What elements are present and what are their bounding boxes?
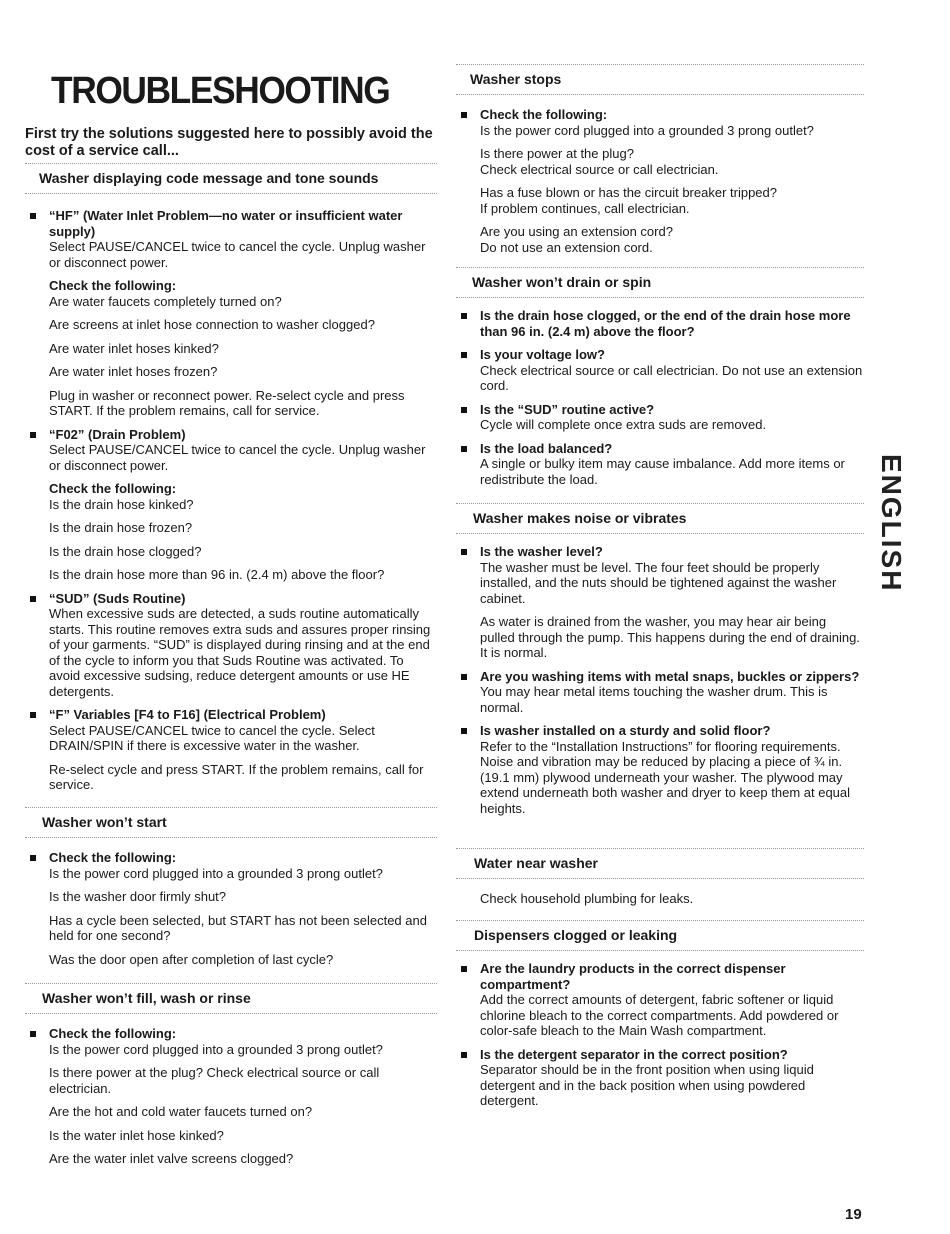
bullet-icon bbox=[461, 407, 467, 413]
list-item bbox=[456, 723, 864, 816]
check-heading: Check the following: bbox=[49, 278, 177, 293]
item-body: Check electrical source or call electrician. Do not use an extension cord. bbox=[480, 362, 863, 393]
item-title: “HF” (Water Inlet Problem—no water or insufficient water supply) bbox=[49, 208, 403, 239]
check-question: Are water faucets completely turned on? bbox=[49, 293, 282, 309]
page-number: 19 bbox=[845, 1206, 862, 1223]
item-body: Select PAUSE/CANCEL twice to cancel the cycle. Unplug washer or disconnect power. bbox=[49, 239, 426, 270]
divider bbox=[456, 533, 864, 534]
check-question: Is the washer door firmly shut? bbox=[49, 889, 227, 904]
check-question: Are the water inlet valve screens clogged? bbox=[49, 1151, 294, 1166]
check-heading: Check the following: bbox=[49, 850, 177, 865]
divider bbox=[25, 837, 437, 838]
item-title: “F02” (Drain Problem) bbox=[49, 426, 186, 442]
bullet-icon bbox=[30, 596, 36, 602]
check-question: Is the power cord plugged into a grounded 3 prong outlet? bbox=[480, 122, 814, 138]
divider bbox=[456, 64, 864, 65]
divider bbox=[456, 297, 864, 298]
divider bbox=[25, 983, 437, 984]
item-note: Re-select cycle and press START. If the problem remains, call for service. bbox=[49, 761, 424, 792]
check-question: Is the drain hose more than 96 in. (2.4 m) above the floor? bbox=[49, 567, 385, 582]
list-item bbox=[456, 107, 864, 255]
check-question: Is the power cord plugged into a grounded 3 prong outlet? bbox=[49, 865, 383, 881]
bullet-icon bbox=[30, 213, 36, 219]
section-title: Dispensers clogged or leaking bbox=[474, 927, 678, 943]
bullet-icon bbox=[461, 966, 467, 972]
item-title: “F” Variables [F4 to F16] (Electrical Problem) bbox=[49, 707, 326, 722]
divider bbox=[25, 1013, 437, 1014]
check-question: Are the hot and cold water faucets turned on? bbox=[49, 1104, 313, 1119]
item-body: Refer to the “Installation Instructions” for flooring requirements. Noise and vibration may be reduced by placing a piece of ¾ in. (19.1 mm) plywood underneath your washer. The plywood may extend underneath both washer and dryer to keep them at equal heights. bbox=[480, 738, 851, 816]
divider bbox=[25, 193, 437, 194]
divider bbox=[456, 848, 864, 849]
section-title: Washer stops bbox=[470, 71, 562, 87]
item-title: Is your voltage low? bbox=[480, 347, 605, 362]
bullet-icon bbox=[461, 549, 467, 555]
list-item bbox=[25, 1026, 437, 1167]
item-title: Is the drain hose clogged, or the end of the drain hose more than 96 in. (2.4 m) above the floor? bbox=[480, 308, 851, 339]
item-body: Add the correct amounts of detergent, fabric softener or liquid chlorine bleach to the correct compartments. Add powdered or color-safe bleach to the Main Wash compartment. bbox=[480, 992, 839, 1038]
check-question: Is there power at the plug? bbox=[480, 146, 634, 161]
item-body: Select PAUSE/CANCEL twice to cancel the cycle. Select DRAIN/SPIN if there is excessive water in the washer. bbox=[49, 722, 375, 753]
section-title: Washer displaying code message and tone sounds bbox=[39, 170, 379, 186]
section-wont-start bbox=[25, 807, 437, 975]
section-wont-drain bbox=[456, 267, 864, 487]
bullet-icon bbox=[461, 446, 467, 452]
item-body: You may hear metal items touching the washer drum. This is normal. bbox=[480, 684, 828, 715]
section-title: Washer won’t drain or spin bbox=[472, 274, 652, 290]
list-item bbox=[456, 402, 864, 433]
list-item-f-variables bbox=[25, 707, 437, 793]
check-question: Plug in washer or reconnect power. Re-select cycle and press START. If the problem remains, call for service. bbox=[49, 387, 405, 418]
bullet-icon bbox=[461, 1052, 467, 1058]
check-question: Are you using an extension cord? bbox=[480, 224, 673, 239]
check-question: Are water inlet hoses frozen? bbox=[49, 364, 218, 379]
bullet-icon bbox=[30, 1031, 36, 1037]
check-answer: Check electrical source or call electrician. bbox=[480, 161, 719, 177]
item-title: Is the washer level? bbox=[480, 544, 603, 559]
check-question: Is the drain hose clogged? bbox=[49, 543, 202, 559]
check-question: Is there power at the plug? Check electrical source or call electrician. bbox=[49, 1065, 380, 1096]
bullet-icon bbox=[30, 712, 36, 718]
item-title: Is the detergent separator in the correct position? bbox=[480, 1046, 788, 1062]
check-question: Is the drain hose frozen? bbox=[49, 520, 193, 535]
check-question: Was the door open after completion of last cycle? bbox=[49, 951, 334, 967]
item-body: Select PAUSE/CANCEL twice to cancel the cycle. Unplug washer or disconnect power. bbox=[49, 442, 426, 473]
bullet-icon bbox=[461, 352, 467, 358]
side-language-tab bbox=[877, 454, 907, 629]
divider bbox=[456, 878, 864, 879]
bullet-icon bbox=[30, 855, 36, 861]
item-title: Is the “SUD” routine active? bbox=[480, 401, 655, 417]
section-title: Washer makes noise or vibrates bbox=[473, 510, 687, 526]
list-item bbox=[25, 850, 437, 967]
bullet-icon bbox=[461, 313, 467, 319]
section-body: Check household plumbing for leaks. bbox=[480, 891, 694, 906]
list-item-hf bbox=[25, 208, 437, 419]
check-heading: Check the following: bbox=[49, 1026, 177, 1041]
check-question: Is the water inlet hose kinked? bbox=[49, 1127, 224, 1143]
section-title: Washer won’t start bbox=[42, 814, 167, 830]
item-body: A single or bulky item may cause imbalance. Add more items or redistribute the load. bbox=[480, 456, 845, 487]
page-title: TROUBLESHOOTING bbox=[51, 70, 390, 112]
list-item bbox=[456, 669, 864, 716]
divider bbox=[456, 267, 864, 268]
item-title: Are you washing items with metal snaps, buckles or zippers? bbox=[480, 668, 860, 684]
section-washer-stops bbox=[456, 64, 864, 255]
item-body: When excessive suds are detected, a suds routine automatically starts. This routine removes extra suds and assures proper rinsing of your garments. “SUD” is displayed during rinsing and at the end of the cycle to inform you that Suds Routine was activated. To avoid excessive sudsing, reduce detergent amounts or use HE detergents. bbox=[49, 606, 431, 699]
item-title: Are the laundry products in the correct dispenser compartment? bbox=[480, 961, 786, 992]
check-question: Is the power cord plugged into a grounded 3 prong outlet? bbox=[49, 1041, 383, 1057]
divider bbox=[25, 807, 437, 808]
item-body: The washer must be level. The four feet should be properly installed, and the nuts should be tightened against the washer cabinet. bbox=[480, 559, 837, 606]
list-item bbox=[456, 544, 864, 661]
divider bbox=[456, 503, 864, 504]
item-title: Is the load balanced? bbox=[480, 440, 613, 456]
section-code-message bbox=[25, 163, 437, 801]
check-question-group bbox=[480, 146, 864, 177]
check-question: Are screens at inlet hose connection to washer clogged? bbox=[49, 317, 375, 332]
item-note: As water is drained from the washer, you may hear air being pulled through the pump. This happens during the end of draining. It is normal. bbox=[480, 614, 860, 660]
item-body: Separator should be in the front position when using liquid detergent and in the back position when using powdered detergent. bbox=[480, 1062, 814, 1108]
section-title: Water near washer bbox=[474, 855, 598, 871]
bullet-icon bbox=[461, 674, 467, 680]
check-question: Has a fuse blown or has the circuit breaker tripped? bbox=[480, 185, 777, 200]
side-label: ENGLISH bbox=[876, 454, 907, 593]
list-item bbox=[456, 961, 864, 1039]
check-question: Is the drain hose kinked? bbox=[49, 496, 194, 512]
intro-text: First try the solutions suggested here to possibly avoid the cost of a service call... bbox=[25, 126, 433, 159]
item-title: “SUD” (Suds Routine) bbox=[49, 590, 186, 606]
section-dispensers bbox=[456, 920, 864, 1109]
divider bbox=[456, 94, 864, 95]
divider bbox=[456, 920, 864, 921]
list-item bbox=[456, 1047, 864, 1109]
section-title: Washer won’t fill, wash or rinse bbox=[42, 990, 251, 1006]
list-item-sud bbox=[25, 591, 437, 700]
bullet-icon bbox=[30, 432, 36, 438]
section-wont-fill bbox=[25, 983, 437, 1175]
section-noise bbox=[456, 503, 864, 816]
section-water-near bbox=[456, 848, 864, 907]
bullet-icon bbox=[461, 112, 467, 118]
list-item bbox=[456, 347, 864, 394]
divider bbox=[456, 950, 864, 951]
list-item bbox=[456, 308, 864, 339]
item-body: Cycle will complete once extra suds are removed. bbox=[480, 417, 767, 432]
check-answer: If problem continues, call electrician. bbox=[480, 200, 690, 216]
bullet-icon bbox=[461, 728, 467, 734]
check-answer: Do not use an extension cord. bbox=[480, 239, 653, 255]
list-item bbox=[456, 441, 864, 488]
list-item-f02 bbox=[25, 427, 437, 583]
item-title: Is washer installed on a sturdy and solid floor? bbox=[480, 723, 771, 738]
check-heading: Check the following: bbox=[49, 481, 177, 496]
divider bbox=[25, 163, 437, 164]
check-question-group bbox=[480, 185, 864, 216]
check-question: Are water inlet hoses kinked? bbox=[49, 340, 219, 356]
check-question-group bbox=[480, 224, 864, 255]
check-heading: Check the following: bbox=[480, 107, 608, 122]
check-question: Has a cycle been selected, but START has not been selected and held for one second? bbox=[49, 912, 427, 943]
